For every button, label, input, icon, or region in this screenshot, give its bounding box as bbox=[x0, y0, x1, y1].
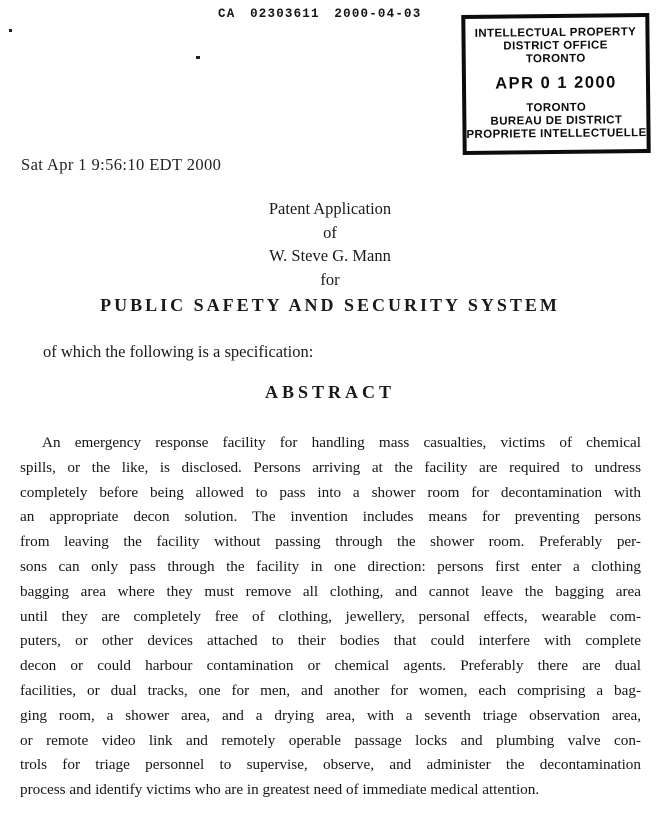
abstract-line: sons can only pass through the facility in one direction: persons first enter a clothing bbox=[20, 557, 641, 575]
abstract-line: trols for triage personnel to supervise, observe, and administer the decontamination bbox=[20, 756, 641, 774]
stamp-office-name-fr-line2: PROPRIETE INTELLECTUELLE bbox=[466, 127, 647, 141]
scan-artifact bbox=[9, 29, 12, 32]
scan-artifact bbox=[196, 56, 200, 59]
timestamp-line: Sat Apr 1 9:56:10 EDT 2000 bbox=[21, 155, 222, 174]
stamp-city-fr: TORONTO bbox=[526, 101, 587, 115]
stamp-office-name-fr-line1: BUREAU DE DISTRICT bbox=[490, 114, 623, 128]
abstract-line: facilities, or dual tracks, one for men, and another for women, each comprising a bag- bbox=[20, 681, 641, 699]
abstract-line: ging room, a shower area, and a drying area, with a seventh triage observation area, bbox=[20, 706, 641, 724]
abstract-line: an appropriate decon solution. The invention includes means for preventing persons bbox=[20, 508, 641, 526]
abstract-line: spills, or the like, is disclosed. Persons arriving at the facility are required to undress bbox=[20, 458, 641, 476]
abstract-line: An emergency response facility for handling mass casualties, victims of chemical bbox=[42, 434, 641, 451]
abstract-line: puters, or other devices attached to their bodies that could interfere with complete bbox=[20, 632, 641, 650]
abstract-line: process and identify victims who are in greatest need of immediate medical attention. bbox=[20, 781, 540, 799]
title-block-of: of bbox=[323, 222, 337, 242]
abstract-line: decon or could harbour contamination or chemical agents. Preferably there are dual bbox=[20, 657, 641, 675]
document-id-header: CA 02303611 2000-04-03 bbox=[218, 7, 422, 21]
stamp-office-name-en-line1: INTELLECTUAL PROPERTY bbox=[474, 26, 637, 40]
abstract-line: completely before being allowed to pass into a shower room for decontamination with bbox=[20, 483, 641, 501]
abstract-paragraph bbox=[20, 431, 641, 803]
office-receipt-stamp bbox=[461, 13, 650, 155]
abstract-line: from leaving the facility without passing through the shower room. Preferably per- bbox=[20, 533, 641, 551]
title-block bbox=[0, 197, 660, 318]
patent-title: PUBLIC SAFETY AND SECURITY SYSTEM bbox=[100, 295, 560, 315]
abstract-heading: ABSTRACT bbox=[264, 382, 396, 402]
stamp-received-date: APR 0 1 2000 bbox=[495, 73, 617, 93]
stamp-office-name-en-line2: DISTRICT OFFICE bbox=[503, 39, 608, 53]
stamp-city-en: TORONTO bbox=[525, 52, 586, 66]
abstract-line: or remote video link and remotely operable passage locks and plumbing valve con- bbox=[20, 731, 641, 749]
abstract-line: until they are completely free of clothing, jewellery, personal effects, wearable com- bbox=[20, 607, 641, 625]
inventor-name: W. Steve G. Mann bbox=[269, 246, 391, 265]
title-block-for: for bbox=[320, 269, 340, 289]
abstract-line: bagging area where they must remove all clothing, and cannot leave the bagging area bbox=[20, 582, 641, 600]
title-block-kind: Patent Application bbox=[268, 199, 392, 218]
specification-intro-line: of which the following is a specification: bbox=[43, 342, 314, 361]
